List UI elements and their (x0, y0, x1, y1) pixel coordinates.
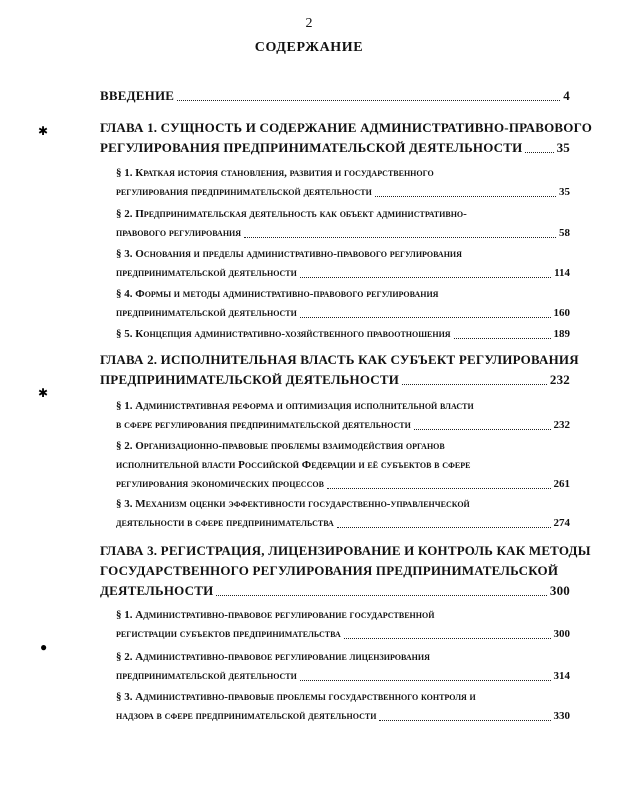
toc-entry-section-3-1[interactable] (116, 606, 570, 644)
entry-title: ВВЕДЕНИЕ (100, 88, 175, 103)
entry-title-line: исполнительной власти Российской Федерации и её субъектов в сфере (116, 459, 471, 471)
toc-entry-section-1-1[interactable] (116, 164, 570, 202)
page-title: СОДЕРЖАНИЕ (254, 40, 364, 55)
entry-title: РЕГУЛИРОВАНИЯ ПРЕДПРИНИМАТЕЛЬСКОЙ ДЕЯТЕЛЬНОСТИ (100, 140, 523, 155)
entry-title: регулирования экономических процессов (116, 478, 324, 490)
dot-leader (327, 488, 551, 489)
entry-title-line: § 1. Краткая история становления, развития и государственного (116, 167, 434, 179)
entry-title: ДЕЯТЕЛЬНОСТИ (100, 583, 214, 598)
entry-title-line: § 3. Административно-правовые проблемы государственного контроля и (116, 691, 476, 703)
toc-entry-section-1-2[interactable] (116, 205, 570, 243)
dot-leader (244, 237, 556, 238)
entry-page: 4 (563, 88, 570, 103)
entry-page: 35 (559, 186, 570, 198)
dot-leader (216, 595, 546, 596)
entry-title: § 5. Концепция административно-хозяйственного правоотношения (116, 328, 451, 340)
page-number: 2 (305, 16, 313, 31)
toc-entry-section-2-3[interactable] (116, 495, 570, 533)
entry-page: 58 (559, 227, 570, 239)
toc-entry-section-1-4[interactable] (116, 285, 570, 323)
scan-mark: ✱ (38, 386, 49, 400)
entry-page: 274 (553, 517, 570, 529)
entry-page: 114 (554, 267, 570, 279)
dot-leader (379, 720, 550, 721)
entry-page: 232 (549, 372, 570, 387)
dot-leader (375, 196, 556, 197)
toc-entry-introduction[interactable] (100, 86, 570, 106)
scan-mark: ● (40, 640, 48, 654)
entry-title-line: ГЛАВА 2. ИСПОЛНИТЕЛЬНАЯ ВЛАСТЬ КАК СУБЪЕКТ РЕГУЛИРОВАНИЯ (100, 352, 579, 367)
entry-page: 189 (553, 328, 570, 340)
toc-entry-chapter-1[interactable] (100, 118, 593, 158)
toc-entry-section-1-3[interactable] (116, 245, 570, 283)
dot-leader (300, 317, 551, 318)
toc-entry-section-2-2[interactable] (116, 437, 570, 494)
entry-title: ПРЕДПРИНИМАТЕЛЬСКОЙ ДЕЯТЕЛЬНОСТИ (100, 372, 400, 387)
dot-leader (525, 152, 553, 153)
dot-leader (402, 384, 547, 385)
dot-leader (300, 277, 551, 278)
entry-page: 35 (556, 140, 570, 155)
dot-leader (337, 527, 551, 528)
toc-entry-section-1-5[interactable] (116, 325, 570, 344)
entry-title-line: ГОСУДАРСТВЕННОГО РЕГУЛИРОВАНИЯ ПРЕДПРИНИМАТЕЛЬСКОЙ (100, 563, 559, 578)
dot-leader (454, 338, 551, 339)
toc-entry-section-3-2[interactable] (116, 648, 570, 686)
entry-page: 261 (553, 478, 570, 490)
entry-page: 314 (553, 670, 570, 682)
entry-title-line: ГЛАВА 3. РЕГИСТРАЦИЯ, ЛИЦЕНЗИРОВАНИЕ И КОНТРОЛЬ КАК МЕТОДЫ (100, 543, 591, 558)
entry-page: 330 (553, 710, 570, 722)
entry-title: предпринимательской деятельности (116, 267, 297, 279)
dot-leader (414, 429, 551, 430)
scan-mark: ✱ (38, 124, 49, 138)
entry-page: 160 (553, 307, 570, 319)
entry-title-line: § 2. Предпринимательская деятельность как объект административно- (116, 208, 467, 220)
dot-leader (177, 100, 560, 101)
entry-title-line: § 2. Административно-правовое регулирование лицензирования (116, 651, 430, 663)
entry-page: 300 (553, 628, 570, 640)
toc-entry-section-2-1[interactable] (116, 397, 570, 435)
entry-title-line: ГЛАВА 1. СУЩНОСТЬ И СОДЕРЖАНИЕ АДМИНИСТРАТИВНО-ПРАВОВОГО (100, 120, 593, 135)
entry-page: 232 (553, 419, 570, 431)
entry-title: предпринимательской деятельности (116, 670, 297, 682)
entry-title: в сфере регулирования предпринимательской деятельности (116, 419, 411, 431)
entry-title: правового регулирования (116, 227, 242, 239)
entry-title: предпринимательской деятельности (116, 307, 297, 319)
dot-leader (344, 638, 551, 639)
toc-entry-section-3-3[interactable] (116, 688, 570, 726)
toc-entry-chapter-3[interactable] (100, 541, 591, 601)
entry-title-line: § 4. Формы и методы административно-правового регулирования (116, 288, 439, 300)
entry-title-line: § 2. Организационно-правовые проблемы взаимодействия органов (116, 440, 445, 452)
entry-title-line: § 1. Административно-правовое регулирование государственной (116, 609, 435, 621)
entry-title: регистрации субъектов предпринимательства (116, 628, 341, 640)
entry-title-line: § 1. Административная реформа и оптимизация исполнительной власти (116, 400, 474, 412)
entry-title: надзора в сфере предпринимательской деятельности (116, 710, 377, 722)
dot-leader (300, 680, 551, 681)
entry-title-line: § 3. Основания и пределы административно-правового регулирования (116, 248, 462, 260)
entry-title-line: § 3. Механизм оценки эффективности государственно-управленческой (116, 498, 470, 510)
entry-title: регулирования предпринимательской деятельности (116, 186, 372, 198)
entry-page: 300 (549, 583, 570, 598)
entry-title: деятельности в сфере предпринимательства (116, 517, 334, 529)
toc-entry-chapter-2[interactable] (100, 350, 579, 390)
